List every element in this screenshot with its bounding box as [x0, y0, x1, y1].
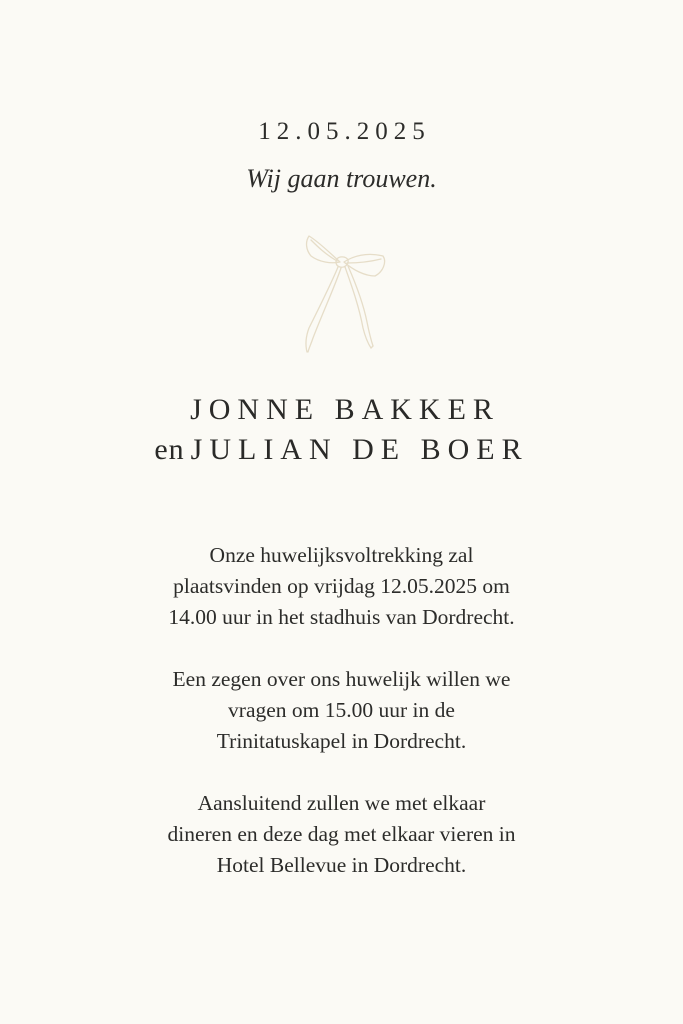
partner-one-name: JONNE BAKKER	[190, 393, 500, 426]
paragraph-line: 14.00 uur in het stadhuis van Dordrecht.	[168, 605, 515, 629]
invitation-details	[0, 540, 683, 912]
couple-names	[0, 390, 683, 470]
partner-two-line	[0, 430, 683, 470]
paragraph-line: Aansluitend zullen we met elkaar	[197, 791, 486, 815]
wedding-date: 12.05.2025	[258, 118, 431, 145]
partner-two-name: JULIAN DE BOER	[190, 433, 529, 466]
ribbon-bow-icon	[291, 232, 391, 354]
ceremony-paragraph	[0, 540, 683, 633]
blessing-paragraph	[0, 664, 683, 757]
names-connector: en	[154, 433, 185, 466]
tagline: Wij gaan trouwen.	[246, 164, 437, 193]
paragraph-line: plaatsvinden op vrijdag 12.05.2025 om	[173, 574, 510, 598]
paragraph-line: Een zegen over ons huwelijk willen we	[172, 667, 511, 691]
paragraph-line: Hotel Bellevue in Dordrecht.	[216, 853, 467, 877]
paragraph-line: dineren en deze dag met elkaar vieren in	[167, 822, 516, 846]
paragraph-line: Onze huwelijksvoltrekking zal	[209, 543, 474, 567]
paragraph-line: Trinitatuskapel in Dordrecht.	[216, 729, 467, 753]
paragraph-line: vragen om 15.00 uur in de	[228, 698, 455, 722]
dinner-paragraph	[0, 788, 683, 881]
